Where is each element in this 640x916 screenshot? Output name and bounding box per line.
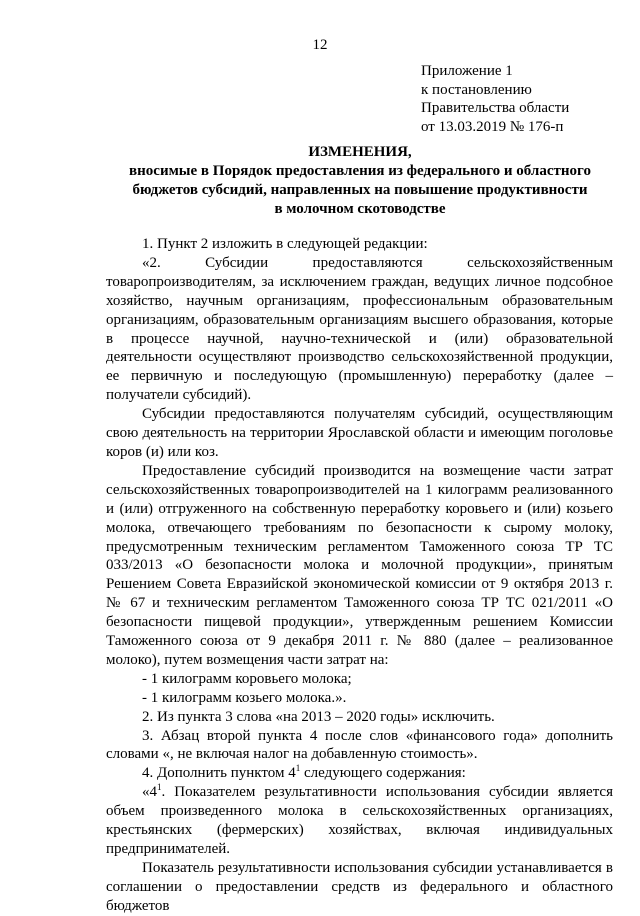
paragraph: Субсидии предоставляются получателям субсидий, осуществляющим свою деятельность на территории Ярославской области и имеющим поголовье коров (и) или коз.	[106, 406, 613, 460]
paragraph-text: «4	[142, 784, 157, 801]
annex-line: от 13.03.2019 № 176-п	[421, 118, 564, 135]
annex-block	[421, 62, 621, 136]
annex-line: к постановлению	[421, 81, 532, 98]
title-line: бюджетов субсидий, направленных на повышение продуктивности	[132, 182, 588, 198]
paragraph: Показатель результативности использования субсидии устанавливается в соглашении о предоставлении средств из федерального и областного бюджетов	[106, 859, 613, 914]
paragraph: 1. Пункт 2 изложить в следующей редакции:	[142, 236, 428, 252]
paragraph: Предоставление субсидий производится на возмещение части затрат сельскохозяйственных товаропроизводителей на 1 килограмм реализованного и (или) отгруженного на собственную переработку коровьего и (или) козьего молока, отвечающего требованиям по безопасности к сырому молоку, предусмотренным техническим регламентом Таможенного союза ТР ТС 033/2013 «О безопасности молока и молочной продукции», принятым Решением Совета Евразийской экономической комиссии от 9 октября 2013 г. № 67 и техническим регламентом Таможенного союза ТР ТС 021/2011 «О безопасности пищевой продукции», утвержденным решением Комиссии Таможенного союза от 9 декабря 2011 г. № 880 (далее – реализованное молоко), путем возмещения части затрат на:	[106, 462, 613, 668]
title-line: вносимые в Порядок предоставления из федерального и областного	[129, 163, 591, 179]
document-body	[106, 235, 613, 916]
paragraph: - 1 килограмм козьего молока.».	[142, 689, 347, 706]
page-number: 12	[312, 37, 328, 53]
paragraph: 3. Абзац второй пункта 4 после слов «финансового года» дополнить словами «, не включая налог на добавленную стоимость».	[106, 727, 613, 763]
paragraph: - 1 килограмм коровьего молока;	[142, 670, 352, 687]
paragraph: 2. Из пункта 3 слова «на 2013 – 2020 годы» исключить.	[142, 708, 495, 725]
title-line: ИЗМЕНЕНИЯ,	[308, 144, 412, 160]
annex-line: Приложение 1	[421, 63, 513, 79]
annex-line: Правительства области	[421, 100, 570, 116]
paragraph	[106, 764, 613, 783]
superscript: 1	[157, 782, 162, 793]
title-line: в молочном скотоводстве	[274, 201, 446, 217]
paragraph	[106, 783, 613, 859]
paragraph-text: 4. Дополнить пунктом 4	[142, 765, 296, 782]
paragraph: «2. Субсидии предоставляются сельскохозяйственным товаропроизводителям, за исключением граждан, ведущих личное подсобное хозяйство, научным организациям, профессиональным образовательным организациям, образовательным организациям высшего образования, которые в процессе научной, научно-технической и (или) образовательной деятельности осуществляют производство сельскохозяйственной продукции, ее первичную и последующую (промышленную) переработку (далее – получатели субсидий).	[106, 254, 613, 404]
paragraph-text: . Показателем результативности использования субсидии является объем произведенного молока в сельскохозяйственных организациях, крестьянских (фермерских) хозяйствах, включая индивидуальных предпринимателей.	[106, 784, 613, 857]
superscript: 1	[295, 763, 301, 774]
document-title	[100, 143, 620, 219]
paragraph-text: следующего содержания:	[300, 765, 466, 782]
